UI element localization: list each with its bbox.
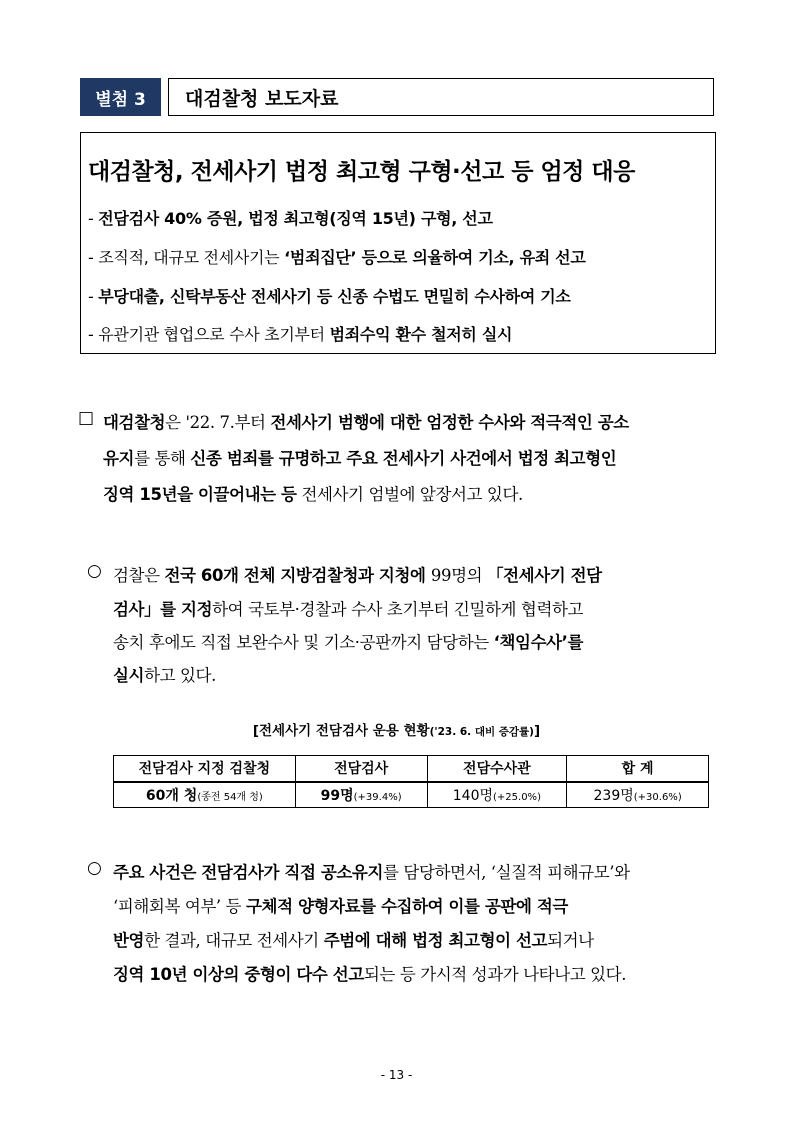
cell-note: (+39.4%) [353,791,402,803]
circle-bullet-icon: ○ [87,858,102,878]
paragraph-line [113,927,594,951]
table-header-cell: 전담수사관 [427,756,567,782]
paragraph-line [103,445,616,469]
paragraph-line [113,562,602,586]
table-cell [427,782,567,808]
stats-table [113,755,709,808]
body-text: 99명 [430,566,467,585]
table-caption-end: ] [533,723,541,739]
table-header-cell: 전담검사 [295,756,427,782]
summary-item-bold: 범죄수익 환수 철저히 실시 [329,325,513,344]
body-text: 를 담당하면서, ‘실질적 피해규모’와 [383,863,630,882]
emphasized-text: 징역 10년 이상의 중형이 다수 선고 [113,965,364,984]
body-text: 를 통해 [134,449,191,468]
table-caption-note: ('23. 6. 대비 증감률) [429,726,534,738]
paragraph-line [113,662,216,686]
emphasized-text: 대검찰청 [103,413,166,432]
emphasized-text: 구체적 양형자료를 수집하여 이를 공판에 적극 [246,897,568,916]
emphasized-text: 실시 [113,666,145,685]
paragraph-line [103,409,629,433]
table-caption-main: [전세사기 전담검사 운용 현황 [252,723,430,739]
emphasized-text: 전국 60개 전체 지방검찰청과 지청에 [164,566,431,585]
document-title [168,78,714,116]
cell-note: (+30.6%) [633,791,682,803]
table-header-row [114,756,709,782]
summary-item [88,206,493,229]
emphasized-text: 유지 [103,449,135,468]
table-cell [567,782,709,808]
body-text: 되는 등 가시적 성과가 나타나고 있다. [363,965,627,984]
body-text: ‘피해회복 여부’ 등 [113,897,246,916]
summary-box [80,132,716,354]
summary-item-bold: 전담검사 40% 증원, 법정 최고형(징역 15년) 구형, 선고 [98,209,493,228]
cell-value: 239명 [593,787,634,804]
table-cell [114,782,296,808]
emphasized-text: 검사」를 지정 [113,600,213,619]
summary-headline: 대검찰청, 전세사기 법정 최고형 구형·선고 등 엄정 대응 [88,159,635,185]
document-title-text: 대검찰청 보도자료 [185,87,339,110]
summary-item-text: 조직적, 대규모 전세사기는 [98,248,285,267]
summary-item-bold: 부당대출, 신탁부동산 전세사기 등 신종 수법도 면밀히 수사하여 기소 [98,287,571,306]
paragraph-line [113,893,568,917]
paragraph-line [103,481,523,505]
cell-note: (+25.0%) [493,791,541,803]
emphasized-text: 신종 범죄를 규명하고 주요 전세사기 사건에서 법정 최고형인 [190,449,617,468]
summary-item-text: 유관기관 협업으로 수사 초기부터 [98,325,330,344]
body-text: 전세사기 엄벌에 앞장서고 있다. [296,485,523,504]
emphasized-text: 반영 [113,931,145,950]
paragraph-line [113,859,630,883]
page-number: - 13 - [380,1068,413,1082]
summary-item-dash: - [88,325,99,344]
table-header-cell: 전담검사 지정 검찰청 [114,756,296,782]
emphasized-text: 전세사기 범행에 대한 엄정한 수사와 적극적인 공소 [270,413,629,432]
summary-item-bold: ‘범죄집단’ 등으로 의율하여 기소, 유죄 선고 [284,248,586,267]
body-text: 검찰은 [113,566,165,585]
body-text: 한 결과, 대규모 전세사기 [144,931,324,950]
square-bullet-icon: □ [78,408,95,428]
cell-value: 60개 청 [145,787,198,804]
summary-item-dash: - [88,248,99,267]
body-text: 하고 있다. [144,666,216,685]
cell-note: (종전 54개 청) [197,791,263,803]
paragraph-line [113,629,583,653]
cell-value: 99명 [320,787,354,804]
paragraph-line [113,961,626,985]
attachment-label: 별첨 3 [80,78,161,116]
table-header-cell: 합 계 [567,756,709,782]
body-text: 은 '22. 7.부터 [165,413,271,432]
summary-item [88,245,585,268]
body-text: 송치 후에도 직접 보완수사 및 기소·공판까지 담당하는 [113,633,494,652]
table-row [114,782,709,808]
summary-item-dash: - [88,209,99,228]
body-text: 하여 국토부·경찰과 수사 초기부터 긴밀하게 협력하고 [212,600,584,619]
summary-item-dash: - [88,287,99,306]
emphasized-text: ‘책임수사’를 [493,633,584,652]
summary-item [88,322,512,345]
table-caption [0,719,793,739]
summary-item [88,284,571,307]
body-text: 의 [466,566,488,585]
cell-value: 140명 [452,787,494,804]
paragraph-line [113,596,583,620]
body-text: 되거나 [547,931,594,950]
emphasized-text: 징역 15년을 이끌어내는 등 [103,485,297,504]
emphasized-text: 주범에 대해 법정 최고형이 선고 [323,931,548,950]
table-cell [295,782,427,808]
emphasized-text: 주요 사건은 전담검사가 직접 공소유지 [113,863,384,882]
circle-bullet-icon: ○ [87,561,102,581]
emphasized-text: 「전세사기 전담 [487,566,602,585]
